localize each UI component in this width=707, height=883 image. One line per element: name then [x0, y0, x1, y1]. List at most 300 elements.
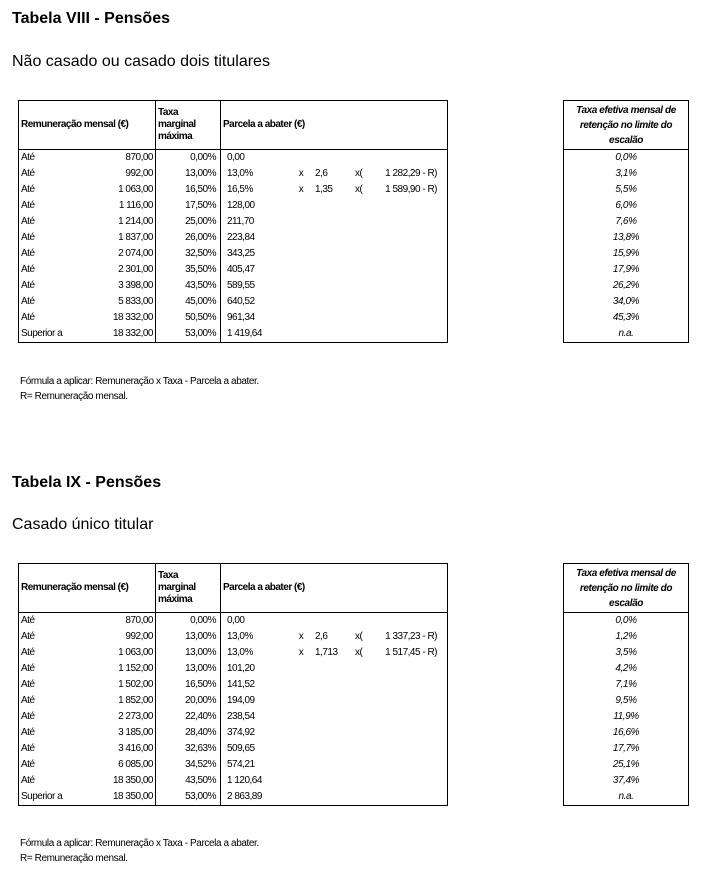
- table9-cell-rate: 34,52%: [156, 757, 221, 773]
- table9-cell-rate: 32,63%: [156, 741, 221, 757]
- table8-cell-label: Até: [21, 280, 35, 291]
- table8-table-row: [19, 310, 448, 326]
- table9-cell-p4: [353, 613, 375, 630]
- table9-cell-value: 2 273,00: [71, 709, 156, 725]
- table8-header-efetiva-l3: escalão: [609, 134, 643, 146]
- table8-cell-p5: [375, 150, 448, 167]
- table8-effective-row: [564, 214, 689, 230]
- table8-cell-p4: [353, 198, 375, 214]
- table8-cell-value: 2 074,00: [71, 246, 156, 262]
- table8-cell-p3: [313, 326, 353, 343]
- table9-effective-row: [564, 709, 689, 725]
- table8-cell-p3: [313, 150, 353, 167]
- table8-cell-p2: [289, 294, 313, 310]
- table8-cell-p4: x(: [355, 168, 363, 179]
- table9-cell-effective-rate: 25,1%: [612, 759, 640, 770]
- table8-cell-effective-rate: 7,6%: [615, 216, 637, 227]
- table8-cell-p3: 1,35: [315, 184, 333, 195]
- table9-cell-rate: 53,00%: [156, 789, 221, 806]
- table9-table-row: [19, 661, 448, 677]
- table8-effective-row: [564, 326, 689, 343]
- table8-cell-p3: [313, 278, 353, 294]
- table8-table-row: [19, 182, 448, 198]
- table9-cell-p1: 2 863,89: [227, 791, 262, 802]
- table9-effective-table: [563, 563, 689, 806]
- table9-subtitle: Casado único titular: [12, 516, 154, 533]
- table8-cell-label: Até: [21, 216, 35, 227]
- table8-effective-row: [564, 262, 689, 278]
- table8-cell-effective-rate: 13,8%: [612, 232, 640, 243]
- table8-cell-p4: [353, 214, 375, 230]
- table8-table-row: [19, 230, 448, 246]
- table8-cell-p2: [289, 278, 313, 294]
- table8-header-efetiva-l1: Taxa efetiva mensal de: [576, 104, 676, 116]
- table8-cell-p3: [313, 246, 353, 262]
- table9-cell-p2: [289, 661, 313, 677]
- table8-note-formula: Fórmula a aplicar: Remuneração x Taxa - Parcela a abater.: [20, 376, 259, 387]
- table9-cell-p4: x(: [355, 647, 363, 658]
- table9-cell-rate: 20,00%: [156, 693, 221, 709]
- table9-cell-p2: x: [298, 631, 304, 642]
- table9-cell-value: 870,00: [71, 613, 156, 630]
- table9-cell-rate: 13,00%: [156, 645, 221, 661]
- table9-cell-effective-rate: 7,1%: [615, 679, 637, 690]
- table8-cell-rate: 45,00%: [156, 294, 221, 310]
- table9-table-row: [19, 757, 448, 773]
- table9-header-parcela: Parcela a abater (€): [223, 582, 305, 593]
- table9-notes: [20, 836, 259, 866]
- table8-effective-row: [564, 278, 689, 294]
- table9-cell-effective-rate: 3,5%: [615, 647, 637, 658]
- table9-header-taxa-l2: marginal: [158, 582, 196, 593]
- table9-cell-p5: 1 337,23 - R): [385, 631, 437, 642]
- table9-cell-p1: 574,21: [227, 759, 255, 770]
- table9-header-efetiva-l1: Taxa efetiva mensal de: [576, 567, 676, 579]
- table8-effective-row: [564, 230, 689, 246]
- table9-cell-rate: 43,50%: [156, 773, 221, 789]
- table9-cell-label: Até: [21, 711, 35, 722]
- table9-cell-label: Até: [21, 759, 35, 770]
- table9-cell-p5: [375, 693, 448, 709]
- table8-cell-p5: [375, 214, 448, 230]
- table9-cell-p4: [353, 725, 375, 741]
- table9-table-row: [19, 677, 448, 693]
- table9-header-row: [19, 564, 448, 613]
- table8-cell-p2: [289, 262, 313, 278]
- table9-cell-p2: [289, 613, 313, 630]
- table9-cell-value: 1 852,00: [71, 693, 156, 709]
- table9-cell-p4: [353, 677, 375, 693]
- table9-main-table: [18, 563, 448, 806]
- table8-cell-rate: 25,00%: [156, 214, 221, 230]
- table9-cell-effective-rate: 37,4%: [612, 775, 640, 786]
- table9-cell-p1: 374,92: [227, 727, 255, 738]
- table9-cell-p5: [375, 773, 448, 789]
- table8-header-parcela: Parcela a abater (€): [223, 119, 305, 130]
- table9-cell-p5: [375, 725, 448, 741]
- table9-cell-p2: x: [298, 647, 304, 658]
- table9-cell-p2: [289, 773, 313, 789]
- table8-cell-effective-rate: 5,5%: [615, 184, 637, 195]
- table8-cell-rate: 13,00%: [156, 166, 221, 182]
- table9-cell-p1: 1 120,64: [227, 775, 262, 786]
- table9-cell-p3: [313, 661, 353, 677]
- table8-effective-row: [564, 246, 689, 262]
- table8-cell-p5: [375, 278, 448, 294]
- table9-cell-p5: [375, 757, 448, 773]
- table9-cell-p3: [313, 773, 353, 789]
- table9-cell-p5: [375, 677, 448, 693]
- table9-cell-effective-rate: 9,5%: [615, 695, 637, 706]
- table8-cell-p3: [313, 198, 353, 214]
- table9-cell-value: 992,00: [71, 629, 156, 645]
- table9-cell-p3: 2,6: [315, 631, 328, 642]
- table9-table-row: [19, 629, 448, 645]
- table8-cell-p4: x(: [355, 184, 363, 195]
- table8-cell-label: Até: [21, 248, 35, 259]
- table8-cell-effective-rate: 17,9%: [612, 264, 640, 275]
- table8-table-row: [19, 166, 448, 182]
- table8-cell-p1: 16,5%: [227, 184, 253, 195]
- table9-cell-p3: [313, 741, 353, 757]
- table9-effective-row: [564, 661, 689, 677]
- table8-effective-row: [564, 198, 689, 214]
- table8-cell-value: 2 301,00: [71, 262, 156, 278]
- table9-cell-p5: 1 517,45 - R): [385, 647, 437, 658]
- table9-cell-value: 3 185,00: [71, 725, 156, 741]
- table8-cell-value: 5 833,00: [71, 294, 156, 310]
- table8-cell-effective-rate: 15,9%: [612, 248, 640, 259]
- table8-cell-p1: 343,25: [227, 248, 255, 259]
- table8-cell-effective-rate: 26,2%: [612, 280, 640, 291]
- table8-cell-effective-rate: n.a.: [618, 328, 634, 339]
- table8-cell-effective-rate: 3,1%: [615, 168, 637, 179]
- table8-cell-rate: 16,50%: [156, 182, 221, 198]
- table8-cell-p4: [353, 262, 375, 278]
- table9-cell-label: Até: [21, 631, 35, 642]
- table9-cell-p2: [289, 789, 313, 806]
- table9-effective-row: [564, 725, 689, 741]
- table8-header-remuneracao: Remuneração mensal (€): [19, 101, 156, 150]
- table8-cell-p2: [289, 310, 313, 326]
- table8-effective-table: [563, 100, 689, 343]
- table8-effective-row: [564, 182, 689, 198]
- table9-effective-row: [564, 789, 689, 806]
- table9-cell-rate: 16,50%: [156, 677, 221, 693]
- table9-table-row: [19, 789, 448, 806]
- table8-cell-rate: 0,00%: [156, 150, 221, 167]
- table8-cell-value: 1 837,00: [71, 230, 156, 246]
- table9-cell-label: Até: [21, 663, 35, 674]
- table9-table-row: [19, 773, 448, 789]
- table9-effective-row: [564, 613, 689, 630]
- table8-table-row: [19, 326, 448, 343]
- table9-cell-p2: [289, 741, 313, 757]
- table9-cell-label: Até: [21, 615, 35, 626]
- table9-cell-effective-rate: n.a.: [618, 791, 634, 802]
- table9-cell-rate: 28,40%: [156, 725, 221, 741]
- table9-cell-label: Até: [21, 775, 35, 786]
- table8-cell-p4: [353, 278, 375, 294]
- table8-cell-p4: [353, 246, 375, 262]
- table9-note-r: R= Remuneração mensal.: [20, 853, 128, 864]
- table9-cell-p3: [313, 725, 353, 741]
- table8-table-row: [19, 246, 448, 262]
- table9-cell-effective-rate: 4,2%: [615, 663, 637, 674]
- table9-header-efetiva-l3: escalão: [609, 597, 643, 609]
- table9-table-row: [19, 709, 448, 725]
- table8-cell-p2: x: [298, 168, 304, 179]
- table8-table-row: [19, 294, 448, 310]
- table9-cell-p5: [375, 789, 448, 806]
- table8-cell-p4: [353, 230, 375, 246]
- table8-cell-rate: 35,50%: [156, 262, 221, 278]
- table8-effective-header-row: [564, 101, 689, 150]
- table9-effective-row: [564, 645, 689, 661]
- table9-cell-p3: [313, 613, 353, 630]
- table8-cell-p2: [289, 214, 313, 230]
- table8-cell-label: Até: [21, 152, 35, 163]
- table9-cell-p4: [353, 741, 375, 757]
- table9-note-formula: Fórmula a aplicar: Remuneração x Taxa - Parcela a abater.: [20, 838, 259, 849]
- table8-effective-row: [564, 310, 689, 326]
- table8-cell-rate: 26,00%: [156, 230, 221, 246]
- table9-header-taxa-l1: Taxa: [158, 570, 179, 581]
- table8-cell-p4: [353, 150, 375, 167]
- table9-cell-effective-rate: 0,0%: [615, 615, 637, 626]
- table8-cell-p3: 2,6: [315, 168, 328, 179]
- table8-cell-p1: 13,0%: [227, 168, 253, 179]
- table8-cell-value: 1 214,00: [71, 214, 156, 230]
- table9-cell-effective-rate: 16,6%: [612, 727, 640, 738]
- table9-cell-value: 1 063,00: [71, 645, 156, 661]
- table8-subtitle: Não casado ou casado dois titulares: [12, 53, 270, 70]
- table9-header-taxa-l3: máxima: [158, 594, 193, 605]
- table8-cell-p1: 1 419,64: [227, 328, 262, 339]
- table9-effective-row: [564, 757, 689, 773]
- table9-cell-value: 18 350,00: [71, 789, 156, 806]
- table8-cell-p5: [375, 326, 448, 343]
- table8-cell-p3: [313, 214, 353, 230]
- table9-cell-value: 3 416,00: [71, 741, 156, 757]
- table8-cell-rate: 43,50%: [156, 278, 221, 294]
- table9-cell-p2: [289, 725, 313, 741]
- table8-cell-p3: [313, 294, 353, 310]
- table8-header-taxa-l1: Taxa: [158, 107, 179, 118]
- table8-cell-p5: [375, 230, 448, 246]
- table9-cell-p1: 194,09: [227, 695, 255, 706]
- table8-header-efetiva: [564, 101, 689, 150]
- table9-cell-rate: 13,00%: [156, 629, 221, 645]
- table9-cell-label: Até: [21, 695, 35, 706]
- table9-cell-p3: [313, 757, 353, 773]
- table8-cell-label: Superior a: [21, 328, 63, 339]
- table9-cell-label: Até: [21, 727, 35, 738]
- table8-cell-rate: 32,50%: [156, 246, 221, 262]
- table9-cell-p1: 13,0%: [227, 647, 253, 658]
- table8-cell-p3: [313, 310, 353, 326]
- table9-effective-row: [564, 677, 689, 693]
- table9-cell-p2: [289, 677, 313, 693]
- table8-cell-label: Até: [21, 296, 35, 307]
- table8-cell-rate: 50,50%: [156, 310, 221, 326]
- table8-cell-p5: 1 282,29 - R): [385, 168, 437, 179]
- table8-main-table: [18, 100, 448, 343]
- table9-table-row: [19, 741, 448, 757]
- table8-effective-row: [564, 166, 689, 182]
- table9-effective-row: [564, 693, 689, 709]
- table8-cell-effective-rate: 34,0%: [612, 296, 640, 307]
- table8-cell-p2: x: [298, 184, 304, 195]
- table9-effective-row: [564, 629, 689, 645]
- table8-cell-p5: [375, 198, 448, 214]
- table8-table-row: [19, 262, 448, 278]
- table8-cell-label: Até: [21, 232, 35, 243]
- table9-header-taxa: [156, 564, 221, 613]
- table9-title: Tabela IX - Pensões: [12, 474, 162, 491]
- table9-cell-effective-rate: 17,7%: [612, 743, 640, 754]
- table8-cell-value: 18 332,00: [71, 310, 156, 326]
- table8-cell-p5: [375, 262, 448, 278]
- table8-cell-rate: 17,50%: [156, 198, 221, 214]
- table8-title: Tabela VIII - Pensões: [12, 10, 170, 27]
- table9-header-efetiva: [564, 564, 689, 613]
- table8-cell-p1: 640,52: [227, 296, 255, 307]
- table8-table-row: [19, 278, 448, 294]
- table9-cell-p3: [313, 677, 353, 693]
- table9-effective-header-row: [564, 564, 689, 613]
- table8-cell-p4: [353, 310, 375, 326]
- table9-cell-value: 6 085,00: [71, 757, 156, 773]
- table9-cell-p5: [375, 741, 448, 757]
- table8-header-taxa-l2: marginal: [158, 119, 196, 130]
- table8-cell-label: Até: [21, 264, 35, 275]
- table8-cell-effective-rate: 0,0%: [615, 152, 637, 163]
- table8-cell-p5: 1 589,90 - R): [385, 184, 437, 195]
- table9-cell-label: Até: [21, 679, 35, 690]
- table9-cell-label: Superior a: [21, 791, 63, 802]
- table8-note-r: R= Remuneração mensal.: [20, 391, 128, 402]
- table8-cell-p2: [289, 230, 313, 246]
- table8-cell-p3: [313, 262, 353, 278]
- table8-cell-p2: [289, 150, 313, 167]
- table8-cell-label: Até: [21, 168, 35, 179]
- table9-table-row: [19, 613, 448, 630]
- table8-cell-p1: 961,34: [227, 312, 255, 323]
- table9-cell-p3: [313, 693, 353, 709]
- table8-cell-p1: 223,84: [227, 232, 255, 243]
- table9-cell-effective-rate: 1,2%: [615, 631, 637, 642]
- table8-cell-p2: [289, 326, 313, 343]
- table8-cell-effective-rate: 45,3%: [612, 312, 640, 323]
- table8-notes: [20, 374, 259, 404]
- table8-cell-p1: 405,47: [227, 264, 255, 275]
- table8-header-row: [19, 101, 448, 150]
- table9-cell-p4: [353, 661, 375, 677]
- table9-cell-p1: 141,52: [227, 679, 255, 690]
- table8-cell-label: Até: [21, 312, 35, 323]
- table8-header-taxa: [156, 101, 221, 150]
- table8-cell-value: 870,00: [71, 150, 156, 167]
- table9-header-efetiva-l2: retenção no limite do: [579, 582, 673, 594]
- table8-cell-value: 3 398,00: [71, 278, 156, 294]
- table8-cell-label: Até: [21, 200, 35, 211]
- table8-cell-value: 1 116,00: [71, 198, 156, 214]
- table9-cell-rate: 0,00%: [156, 613, 221, 630]
- table9-cell-rate: 13,00%: [156, 661, 221, 677]
- table9-effective-row: [564, 773, 689, 789]
- table8-cell-value: 1 063,00: [71, 182, 156, 198]
- table9-cell-value: 1 152,00: [71, 661, 156, 677]
- table8-cell-p1: 589,55: [227, 280, 255, 291]
- table9-table-row: [19, 645, 448, 661]
- table9-cell-p5: [375, 661, 448, 677]
- table8-cell-p2: [289, 198, 313, 214]
- table8-header-taxa-l3: máxima: [158, 131, 193, 142]
- table9-cell-value: 1 502,00: [71, 677, 156, 693]
- table9-cell-p2: [289, 709, 313, 725]
- table9-cell-p3: [313, 709, 353, 725]
- table9-cell-p1: 238,54: [227, 711, 255, 722]
- table8-cell-p2: [289, 246, 313, 262]
- table8-header-efetiva-l2: retenção no limite do: [579, 119, 673, 131]
- table9-cell-p1: 13,0%: [227, 631, 253, 642]
- table8-cell-p1: 211,70: [227, 216, 254, 227]
- table8-cell-p4: [353, 294, 375, 310]
- table8-table-row: [19, 150, 448, 167]
- table9-cell-p4: x(: [355, 631, 363, 642]
- table9-cell-p5: [375, 613, 448, 630]
- table8-cell-effective-rate: 6,0%: [615, 200, 637, 211]
- table9-cell-p3: 1,713: [315, 647, 338, 658]
- table8-cell-p1: 0,00: [227, 152, 245, 163]
- table9-cell-label: Até: [21, 647, 35, 658]
- table8-table-row: [19, 214, 448, 230]
- table8-effective-row: [564, 294, 689, 310]
- table9-table-row: [19, 725, 448, 741]
- table9-table-row: [19, 693, 448, 709]
- table9-cell-p1: 0,00: [227, 615, 245, 626]
- table9-cell-p2: [289, 693, 313, 709]
- table9-cell-rate: 22,40%: [156, 709, 221, 725]
- table8-cell-p3: [313, 230, 353, 246]
- table8-cell-p4: [353, 326, 375, 343]
- table9-cell-p4: [353, 709, 375, 725]
- table8-cell-p5: [375, 294, 448, 310]
- table9-cell-p5: [375, 709, 448, 725]
- table9-effective-row: [564, 741, 689, 757]
- table9-cell-p4: [353, 693, 375, 709]
- table9-cell-p4: [353, 789, 375, 806]
- table9-cell-p1: 101,20: [227, 663, 255, 674]
- table9-header-remuneracao: Remuneração mensal (€): [19, 564, 156, 613]
- table9-cell-p1: 509,65: [227, 743, 255, 754]
- table8-effective-row: [564, 150, 689, 167]
- table8-cell-value: 992,00: [71, 166, 156, 182]
- table8-cell-rate: 53,00%: [156, 326, 221, 343]
- table8-cell-p1: 128,00: [227, 200, 255, 211]
- table9-cell-p4: [353, 757, 375, 773]
- table8-table-row: [19, 198, 448, 214]
- table8-cell-value: 18 332,00: [71, 326, 156, 343]
- table8-cell-label: Até: [21, 184, 35, 195]
- table9-cell-p4: [353, 773, 375, 789]
- table9-cell-label: Até: [21, 743, 35, 754]
- table9-cell-p3: [313, 789, 353, 806]
- table8-cell-p5: [375, 246, 448, 262]
- table9-cell-value: 18 350,00: [71, 773, 156, 789]
- table9-cell-effective-rate: 11,9%: [613, 711, 639, 722]
